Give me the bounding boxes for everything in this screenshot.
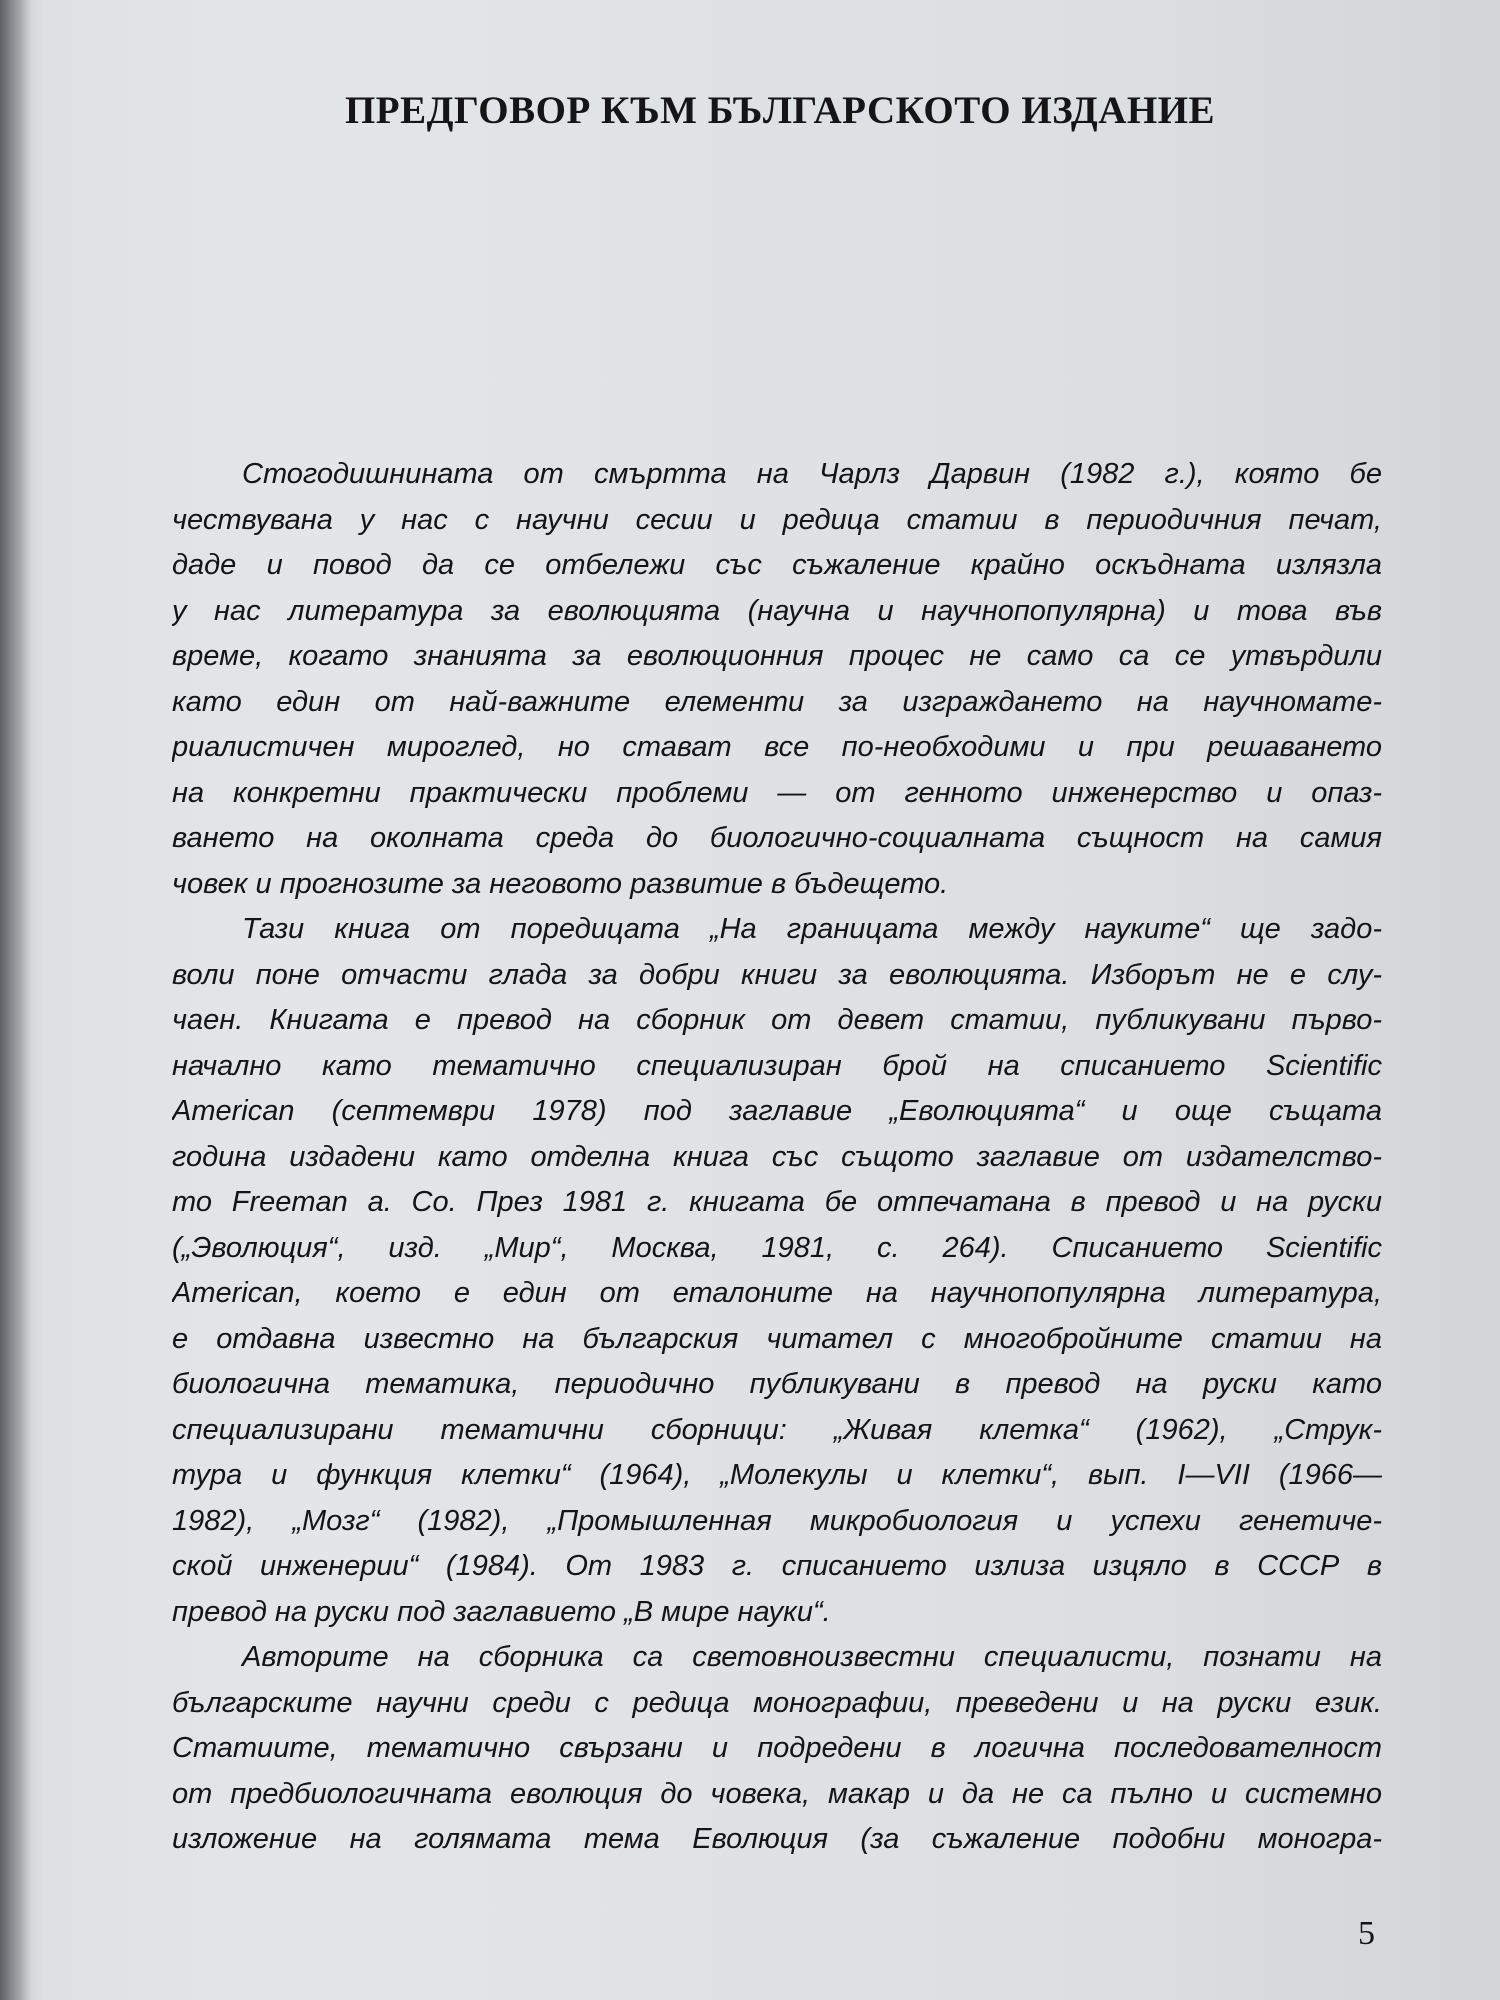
text-line: даде и повод да се отбележи със съжаление крайно оскъдната излязла [172,549,1382,581]
text-line: от предбиологичната еволюция до човека, макар и да не са пълно и системно [172,1777,1382,1810]
text-line: година издадени като отделна книга със същото заглавие от издателство- [172,1140,1382,1173]
text-line: American, което е един от еталоните на научнопопулярна литература, [172,1277,1382,1309]
text-line: начално като тематично специализиран брой на списанието Scientific [172,1049,1382,1082]
text-line: 1982), „Мозг“ (1982), „Промышленная микробиология и успехи генетиче- [172,1504,1382,1537]
text-line: тура и функция клетки“ (1964), „Молекулы и клетки“, вып. I—VII (1966— [172,1459,1382,1491]
text-line: Стогодишнината от смъртта на Чарлз Дарвин (1982 г.), която бе [242,458,1382,490]
text-line: воли поне отчасти глада за добри книги за еволюцията. Изборът не е слу- [172,958,1382,991]
text-line: Авторите на сборника са световноизвестни специалисти, познати на [242,1641,1382,1673]
text-line: Тази книга от поредицата „На границата между науките“ ще задо- [242,913,1382,945]
body-text [172,452,1382,1863]
text-line: на конкретни практически проблеми — от генното инженерство и опаз- [172,776,1382,809]
text-line: като един от най-важните елементи за изграждането на научномате- [172,685,1382,718]
text-line: у нас литература за еволюцията (научна и научнопопулярна) и това във [172,594,1382,627]
text-line: превод на руски под заглавието „В мире науки“. [172,1595,831,1628]
text-line: то Freeman a. Co. През 1981 г. книгата бе отпечатана в превод и на руски [172,1186,1382,1218]
text-line: чаен. Книгата е превод на сборник от девет статии, публикувани първо- [172,1004,1382,1036]
book-spine [0,0,30,2000]
text-line: биологична тематика, периодично публикувани в превод на руски като [172,1368,1382,1400]
text-line: ването на околната среда до биологично-социалната същност на самия [172,822,1382,854]
text-line: Статиите, тематично свързани и подредени в логична последователност [172,1732,1382,1764]
text-line: време, когато знанията за еволюционния процес не само са се утвърдили [172,640,1382,672]
text-line: American (септември 1978) под заглавие „Еволюцията“ и още същата [172,1095,1382,1127]
text-line: специализирани тематични сборници: „Живая клетка“ (1962), „Струк- [172,1413,1382,1446]
text-line: („Эволюция“, изд. „Мир“, Москва, 1981, с. 264). Списанието Scientific [172,1231,1382,1264]
text-line: изложение на голямата тема Еволюция (за съжаление подобни моногра- [172,1823,1382,1855]
text-line: човек и прогнозите за неговото развитие в бъдещето. [172,867,949,900]
text-line: българските научни среди с редица монографии, преведени и на руски език. [172,1686,1382,1719]
text-line: ской инженерии“ (1984). От 1983 г. списанието излиза изцяло в СССР в [172,1550,1382,1582]
text-line: чествувана у нас с научни сесии и редица статии в периодичния печат, [172,503,1382,536]
text-line: е отдавна известно на българския читател с многобройните статии на [172,1322,1382,1355]
page-title: ПРЕДГОВОР КЪМ БЪЛГАРСКОТО ИЗДАНИЕ [344,89,1216,132]
page-number: 5 [1358,1915,1375,1952]
text-line: риалистичен мироглед, но стават все по-необходими и при решаването [172,731,1382,763]
